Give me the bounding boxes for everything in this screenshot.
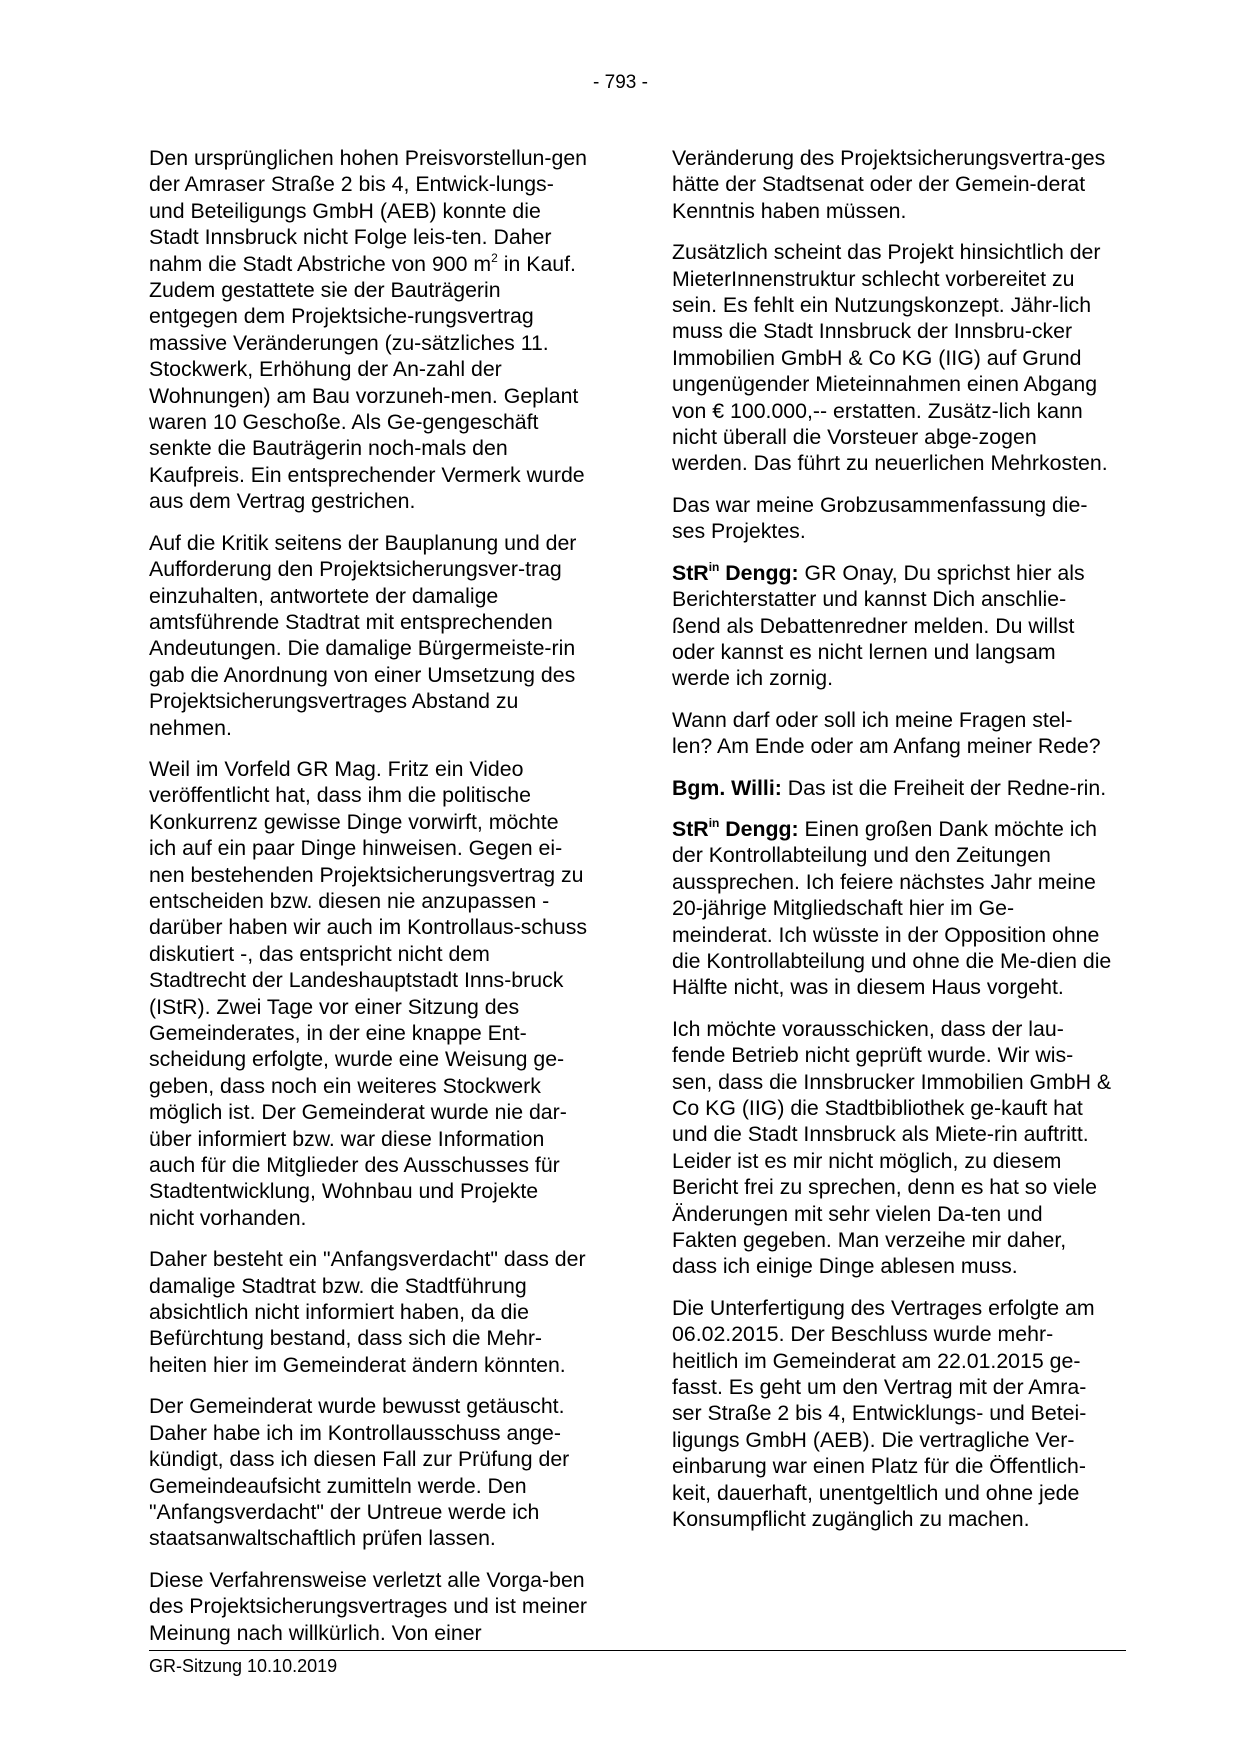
page-number: - 793 - <box>593 72 648 93</box>
speaker-name: StR <box>672 816 709 841</box>
paragraph: Weil im Vorfeld GR Mag. Fritz ein Video veröffentlicht hat, dass ihm die politische Konkurrenz gewisse Dinge vorwirft, möchte ich auf ein paar Dinge hinweisen. Gegen ei-nen bestehenden Projektsicherungsvertrag zu entscheiden bzw. diesen nie anzupassen - darüber haben wir auch im Kontrollaus-schuss diskutiert -, das entspricht nicht dem Stadtrecht der Landeshauptstadt Inns-bruck (IStR). Zwei Tage vor einer Sitzung des Gemeinderates, in der eine knappe Ent-scheidung erfolgte, wurde eine Weisung ge-geben, dass noch ein weiteres Stockwerk möglich ist. Der Gemeinderat wurde nie dar-über informiert bzw. war diese Information auch für die Mitglieder des Ausschusses für Stadtentwicklung, Wohnbau und Projekte nicht vorhanden. <box>149 756 587 1230</box>
speech-text: GR Onay, Du sprichst hier als Berichterstatter und kannst Dich anschlie-ßend als Debattenredner melden. Du willst oder kannst es nicht lernen und langsam werde ich zornig. <box>672 560 1085 691</box>
speaker-label <box>672 561 799 585</box>
paragraph <box>149 145 589 515</box>
paragraph: Daher besteht ein "Anfangsverdacht" dass der damalige Stadtrat bzw. die Stadtführung absichtlich nicht informiert haben, da die Befürchtung bestand, dass sich die Mehr-heiten hier im Gemeinderat ändern könnten. <box>149 1247 586 1377</box>
speaker-label <box>672 817 799 841</box>
paragraph: Diese Verfahrensweise verletzt alle Vorga-ben des Projektsicherungsvertrages und ist meiner Meinung nach willkürlich. Von einer <box>149 1567 587 1645</box>
paragraph: Das war meine Grobzusammenfassung die-ses Projektes. <box>672 492 1088 544</box>
speaker-name-rest: Dengg: <box>719 560 799 585</box>
paragraph: Die Unterfertigung des Vertrages erfolgte am 06.02.2015. Der Beschluss wurde mehr-heitlich im Gemeinderat am 22.01.2015 ge-fasst. Es geht um den Vertrag mit der Amra-ser Straße 2 bis 4, Entwicklungs- und Betei-ligungs GmbH (AEB). Die vertragliche Ver-einbarung war einen Platz für die Öffentlich-keit, dauerhaft, unentgeltlich und ohne jede Konsumpflicht zugänglich zu machen. <box>672 1295 1095 1532</box>
speaker-paragraph <box>672 816 1112 1001</box>
speaker-paragraph <box>672 560 1112 692</box>
speaker-sup: in <box>708 815 720 830</box>
speaker-label: Bgm. Willi: <box>672 775 782 800</box>
right-column <box>672 145 1112 1548</box>
paragraph-text: in Kauf. Zudem gestattete sie der Bauträgerin entgegen dem Projektsiche-rungsvertrag massive Veränderungen (zu-sätzliches 11. Stockwerk, Erhöhung der An-zahl der Wohnungen) am Bau vorzuneh-men. Geplant waren 10 Geschoße. Als Ge-gengeschäft senkte die Bauträgerin noch-mals den Kaufpreis. Ein entsprechender Vermerk wurde aus dem Vertrag gestrichen. <box>149 251 585 514</box>
speech-text: Das ist die Freiheit der Redne-rin. <box>781 775 1107 800</box>
speech-text: Einen großen Dank möchte ich der Kontrollabteilung und den Zeitungen aussprechen. Ich feiere nächstes Jahr meine 20-jährige Mitgliedschaft hier im Ge-meinderat. Ich wüsste in der Opposition ohne die Kontrollabteilung und ohne die Me-dien die Hälfte nicht, was in diesem Haus vorgeht. <box>672 816 1112 1000</box>
left-column <box>149 145 589 1661</box>
footer-text: GR-Sitzung 10.10.2019 <box>149 1656 338 1676</box>
speaker-paragraph <box>672 775 1112 801</box>
speaker-sup: in <box>708 559 720 574</box>
paragraph: Wann darf oder soll ich meine Fragen stel-len? Am Ende oder am Anfang meiner Rede? <box>672 707 1101 759</box>
paragraph-text: Den ursprünglichen hohen Preisvorstellun-gen der Amraser Straße 2 bis 4, Entwick-lungs- und Beteiligungs GmbH (AEB) konnte die Stadt Innsbruck nicht Folge leis-ten. Daher nahm die Stadt Abstriche von 900 m <box>149 146 588 276</box>
paragraph: Der Gemeinderat wurde bewusst getäuscht. Daher habe ich im Kontrollausschuss ange-kündigt, dass ich diesen Fall zur Prüfung der Gemeindeaufsicht zumitteln werde. Den "Anfangsverdacht" der Untreue werde ich staatsanwaltschaftlich prüfen lassen. <box>149 1394 570 1551</box>
paragraph: Ich möchte vorausschicken, dass der lau-fende Betrieb nicht geprüft wurde. Wir wis-sen, dass die Innsbrucker Immobilien GmbH & Co KG (IIG) die Stadtbibliothek ge-kauft hat und die Stadt Innsbruck als Miete-rin auftritt. Leider ist es mir nicht möglich, zu diesem Bericht frei zu sprechen, denn es hat so viele Änderungen mit sehr vielen Da-ten und Fakten gegeben. Man verzeihe mir daher, dass ich einige Dinge ablesen muss. <box>672 1016 1112 1279</box>
paragraph: Zusätzlich scheint das Projekt hinsichtlich der MieterInnenstruktur schlecht vorbereitet zu sein. Es fehlt ein Nutzungskonzept. Jähr-lich muss die Stadt Innsbruck der Innsbru-cker Immobilien GmbH & Co KG (IIG) auf Grund ungenügender Mieteinnahmen einen Abgang von € 100.000,-- erstatten. Zusätz-lich kann nicht überall die Vorsteuer abge-zogen werden. Das führt zu neuerlichen Mehrkosten. <box>672 240 1108 476</box>
speaker-name-rest: Dengg: <box>719 816 799 841</box>
footer-divider <box>149 1650 1126 1651</box>
speaker-name: StR <box>672 560 709 585</box>
superscript: 2 <box>491 250 498 265</box>
paragraph: Auf die Kritik seitens der Bauplanung und der Aufforderung den Projektsicherungsver-trag einzuhalten, antwortete der damalige amtsführende Stadtrat mit entsprechenden Andeutungen. Die damalige Bürgermeiste-rin gab die Anordnung von einer Umsetzung des Projektsicherungsvertrages Abstand zu nehmen. <box>149 530 577 740</box>
paragraph: Veränderung des Projektsicherungsvertra-ges hätte der Stadtsenat oder der Gemein-derat Kenntnis haben müssen. <box>672 146 1106 223</box>
